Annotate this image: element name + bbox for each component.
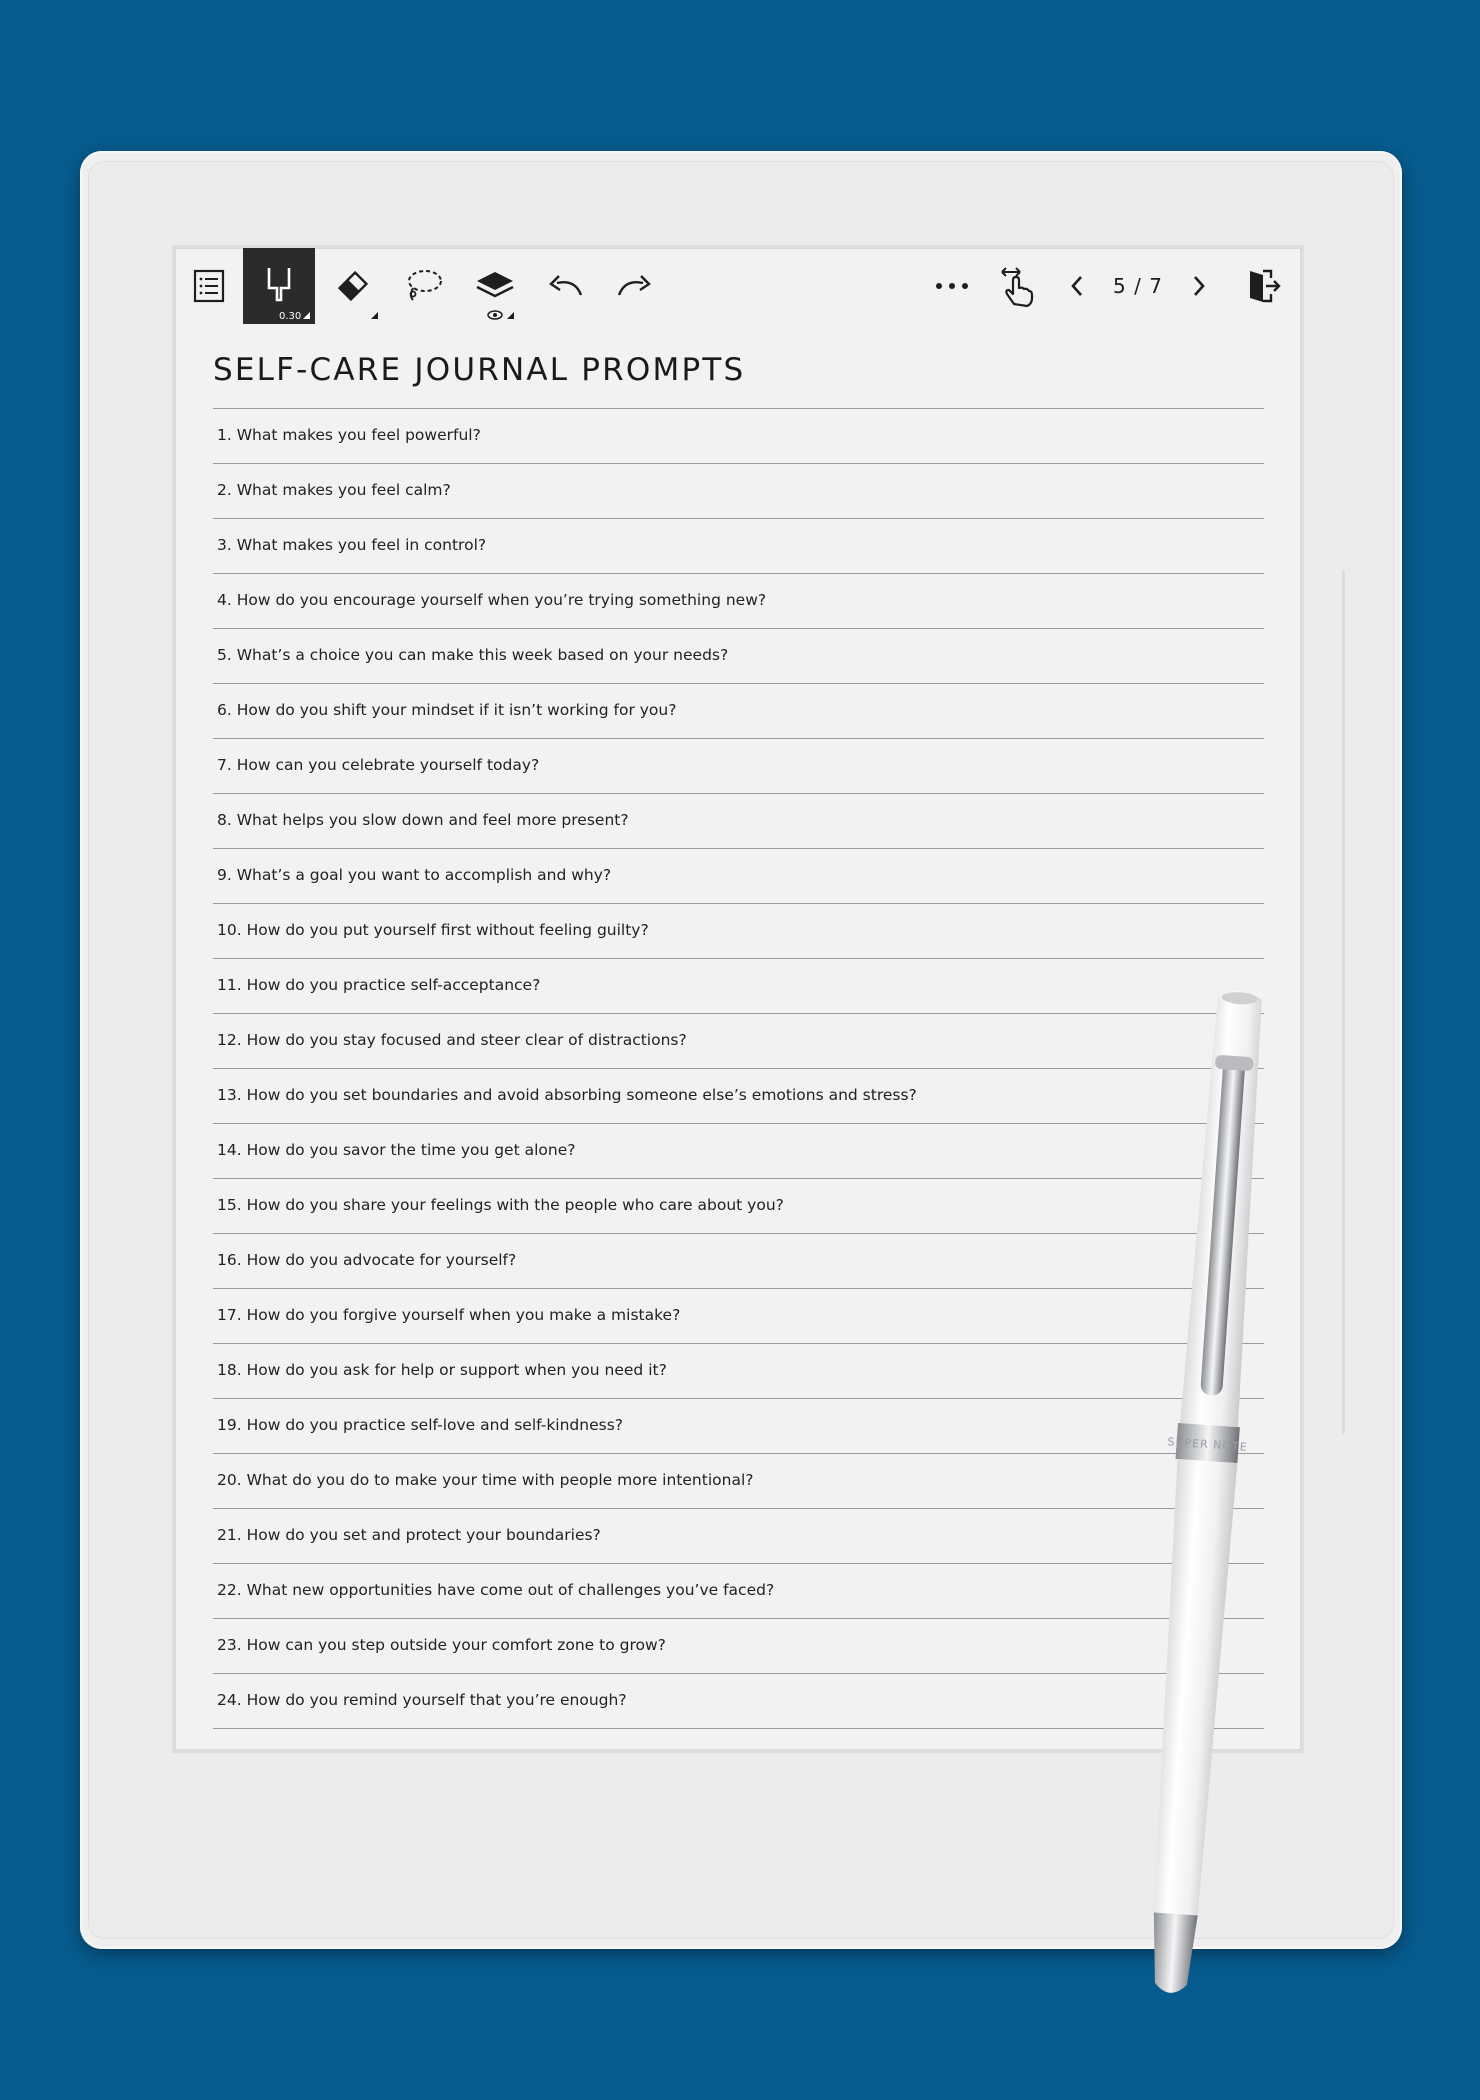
prompt-text: 13. How do you set boundaries and avoid absorbing someone else’s emotions and stress? bbox=[217, 1086, 917, 1104]
prompt-text: 6. How do you shift your mindset if it isn’t working for you? bbox=[217, 701, 677, 719]
prompt-row[interactable] bbox=[213, 1509, 1264, 1564]
pen-icon bbox=[264, 266, 294, 306]
prompt-text: 17. How do you forgive yourself when you make a mistake? bbox=[217, 1306, 681, 1324]
next-page-button[interactable] bbox=[1179, 248, 1219, 324]
eraser-icon bbox=[333, 266, 373, 306]
prompt-row[interactable] bbox=[213, 1619, 1264, 1674]
prompt-row[interactable] bbox=[213, 1454, 1264, 1509]
prompt-text: 14. How do you savor the time you get alone? bbox=[217, 1141, 576, 1159]
undo-button[interactable] bbox=[537, 248, 593, 324]
toc-button[interactable] bbox=[183, 248, 235, 324]
prompt-row[interactable] bbox=[213, 794, 1264, 849]
gesture-icon bbox=[998, 264, 1038, 308]
prompt-text: 3. What makes you feel in control? bbox=[217, 536, 487, 554]
prompt-row[interactable] bbox=[213, 629, 1264, 684]
toolbar bbox=[175, 248, 1301, 324]
prompt-text: 16. How do you advocate for yourself? bbox=[217, 1251, 517, 1269]
prompt-row[interactable] bbox=[213, 1289, 1264, 1344]
prompt-text: 9. What’s a goal you want to accomplish and why? bbox=[217, 866, 612, 884]
prompt-row[interactable] bbox=[213, 849, 1264, 904]
eraser-button[interactable] bbox=[325, 248, 381, 324]
pen-size-label: 0.30 bbox=[279, 311, 302, 322]
next-page-icon bbox=[1192, 275, 1206, 297]
stylus-slot bbox=[1342, 570, 1345, 1434]
lasso-button[interactable] bbox=[393, 248, 453, 324]
exit-icon bbox=[1247, 268, 1281, 304]
prompt-text: 12. How do you stay focused and steer clear of distractions? bbox=[217, 1031, 687, 1049]
prompt-row[interactable] bbox=[213, 519, 1264, 574]
prompt-text: 4. How do you encourage yourself when you’re trying something new? bbox=[217, 591, 767, 609]
undo-icon bbox=[545, 271, 585, 301]
prompt-row[interactable] bbox=[213, 1234, 1264, 1289]
prompt-text: 15. How do you share your feelings with the people who care about you? bbox=[217, 1196, 784, 1214]
prompt-row[interactable] bbox=[213, 1124, 1264, 1179]
prompt-row[interactable] bbox=[213, 409, 1264, 464]
stylus-brand-text: SUPER NOTE bbox=[1167, 1435, 1249, 1454]
more-button[interactable] bbox=[927, 248, 977, 324]
prompt-text: 10. How do you put yourself first without feeling guilty? bbox=[217, 921, 649, 939]
prompt-row[interactable] bbox=[213, 1674, 1264, 1729]
lasso-icon bbox=[401, 266, 445, 306]
prompt-text: 18. How do you ask for help or support when you need it? bbox=[217, 1361, 667, 1379]
prompt-row[interactable] bbox=[213, 1399, 1264, 1454]
prompt-text: 8. What helps you slow down and feel more present? bbox=[217, 811, 629, 829]
layers-options-indicator bbox=[507, 312, 514, 319]
prompt-row[interactable] bbox=[213, 574, 1264, 629]
prompt-text: 1. What makes you feel powerful? bbox=[217, 426, 481, 444]
layers-icon bbox=[474, 266, 516, 306]
pen-options-indicator bbox=[303, 312, 310, 319]
tablet-screen bbox=[175, 248, 1301, 1750]
prompt-row[interactable] bbox=[213, 959, 1264, 1014]
prompt-row[interactable] bbox=[213, 904, 1264, 959]
stylus-pen bbox=[1135, 985, 1275, 2007]
prompt-row[interactable] bbox=[213, 684, 1264, 739]
table-of-contents-icon bbox=[193, 269, 225, 303]
prompt-text: 2. What makes you feel calm? bbox=[217, 481, 451, 499]
prompt-text: 19. How do you practice self-love and self-kindness? bbox=[217, 1416, 624, 1434]
prompt-text: 11. How do you practice self-acceptance? bbox=[217, 976, 541, 994]
prompt-row[interactable] bbox=[213, 739, 1264, 794]
eye-icon bbox=[487, 310, 503, 320]
exit-button[interactable] bbox=[1239, 248, 1289, 324]
prev-page-button[interactable] bbox=[1057, 248, 1097, 324]
prev-page-icon bbox=[1070, 275, 1084, 297]
prompt-text: 24. How do you remind yourself that you’re enough? bbox=[217, 1691, 627, 1709]
prompt-row[interactable] bbox=[213, 1069, 1264, 1124]
pen-tool-button[interactable] bbox=[243, 248, 315, 324]
more-icon bbox=[934, 281, 970, 291]
prompt-row[interactable] bbox=[213, 1344, 1264, 1399]
prompt-text: 7. How can you celebrate yourself today? bbox=[217, 756, 540, 774]
prompt-row[interactable] bbox=[213, 464, 1264, 519]
prompt-row[interactable] bbox=[213, 1564, 1264, 1619]
gesture-button[interactable] bbox=[993, 248, 1043, 324]
redo-icon bbox=[615, 271, 655, 301]
prompt-text: 21. How do you set and protect your boundaries? bbox=[217, 1526, 601, 1544]
page-indicator: 5 / 7 bbox=[1113, 274, 1163, 298]
prompt-row[interactable] bbox=[213, 1014, 1264, 1069]
prompt-text: 22. What new opportunities have come out of challenges you’ve faced? bbox=[217, 1581, 775, 1599]
prompt-list bbox=[213, 409, 1264, 1729]
prompt-row[interactable] bbox=[213, 1179, 1264, 1234]
prompt-text: 23. How can you step outside your comfort zone to grow? bbox=[217, 1636, 666, 1654]
prompt-text: 5. What’s a choice you can make this week based on your needs? bbox=[217, 646, 729, 664]
redo-button[interactable] bbox=[607, 248, 663, 324]
prompt-text: 20. What do you do to make your time with people more intentional? bbox=[217, 1471, 754, 1489]
layers-button[interactable] bbox=[465, 248, 525, 324]
eraser-options-indicator bbox=[371, 312, 378, 319]
page-title: SELF-CARE JOURNAL PROMPTS bbox=[213, 352, 746, 388]
